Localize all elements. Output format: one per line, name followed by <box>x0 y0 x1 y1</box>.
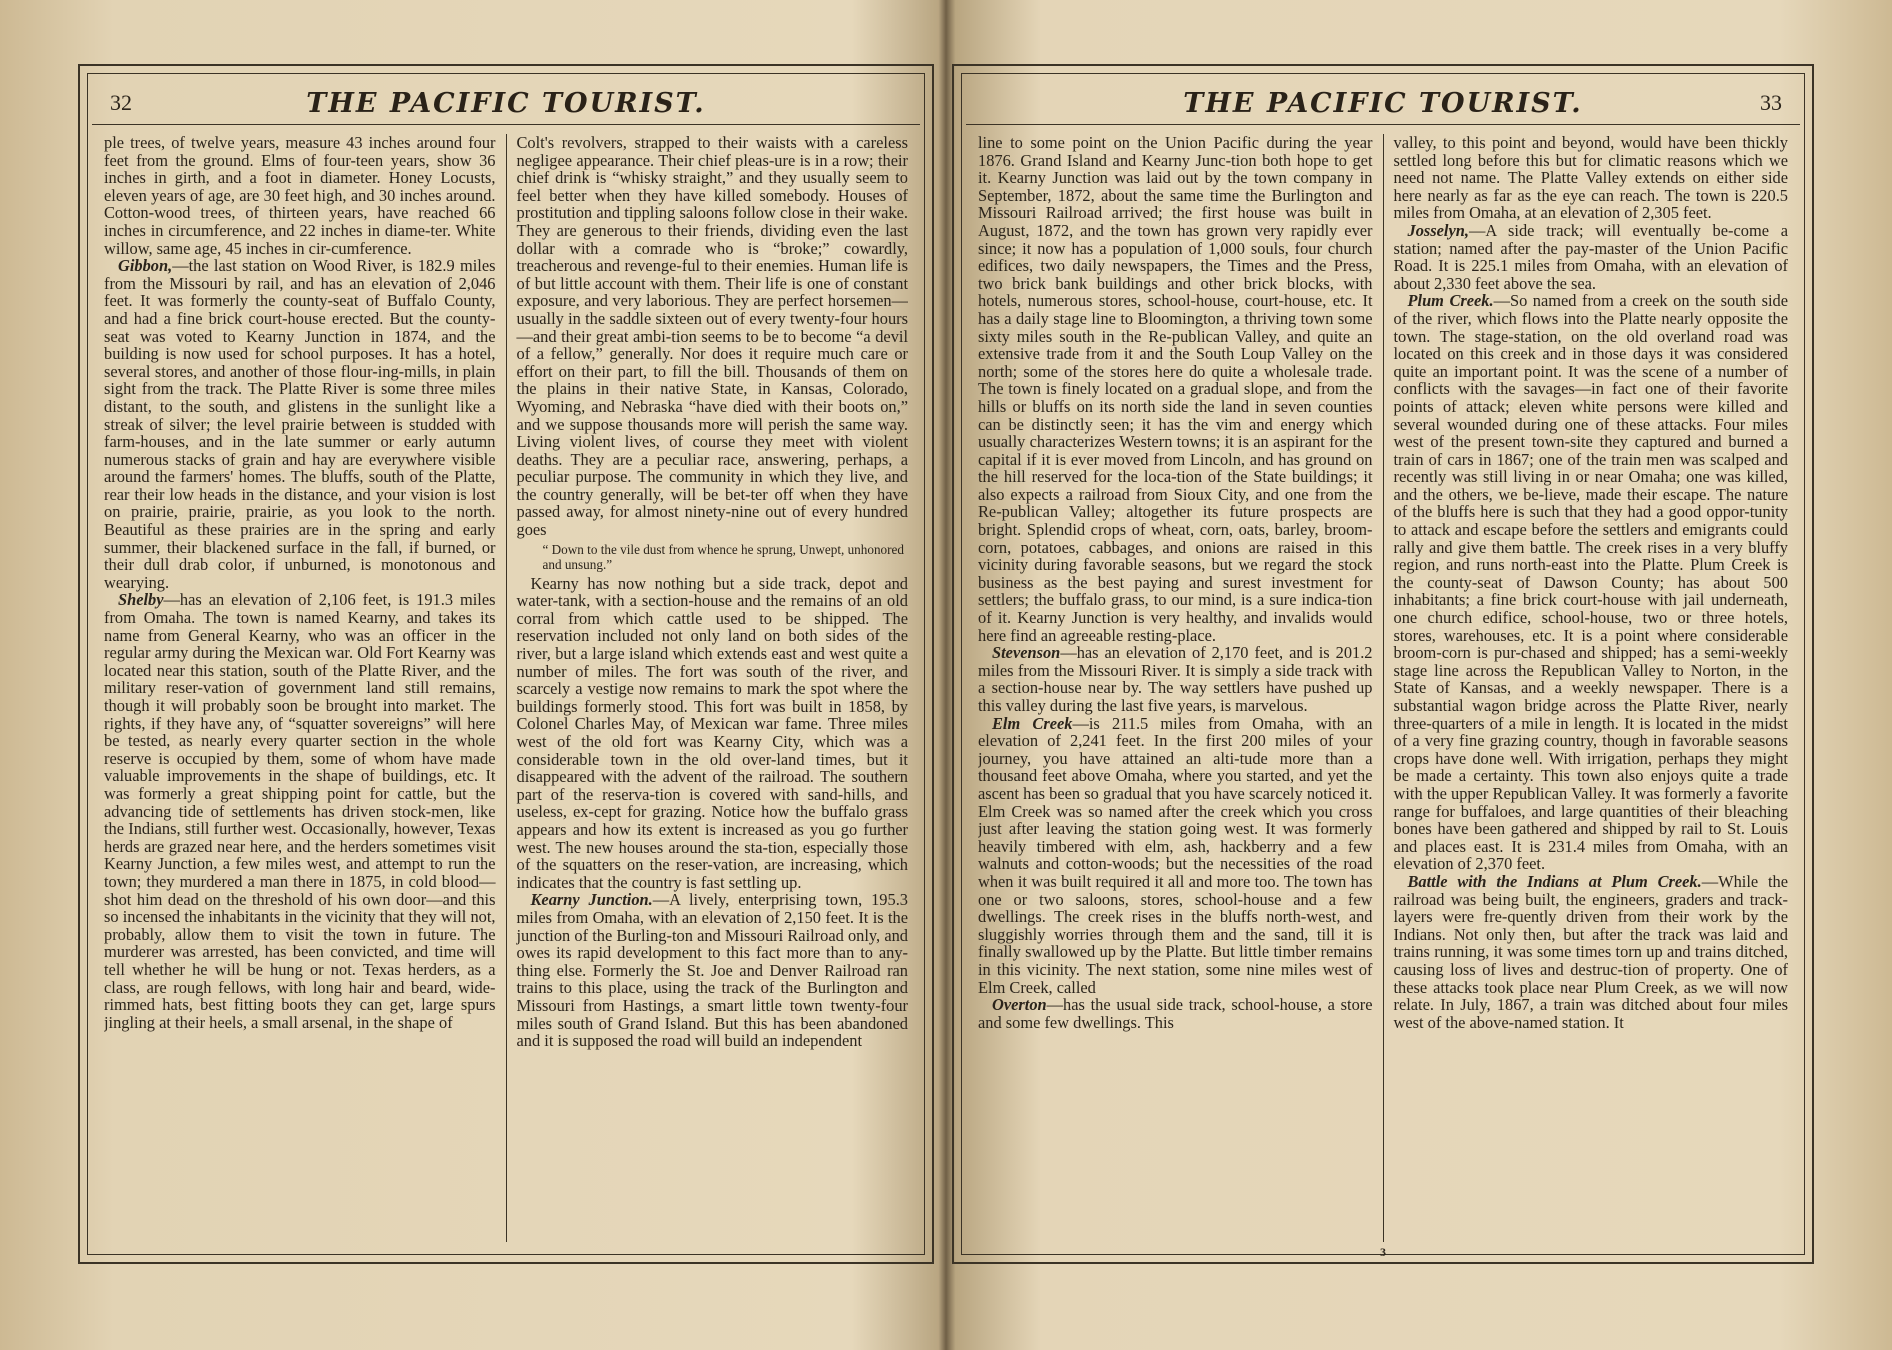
station-name: Plum Creek. <box>1407 291 1494 311</box>
station-name: Battle with the Indians at Plum Creek. <box>1407 871 1702 891</box>
running-title: THE PACIFIC TOURIST. <box>1183 88 1583 119</box>
station-name: Elm Creek <box>992 713 1073 733</box>
running-title: THE PACIFIC TOURIST. <box>306 88 706 119</box>
text-columns <box>978 134 1788 1242</box>
paragraph-text: —has an elevation of 2,170 feet, and is 201.2 miles from the Missouri River. It is simply a side track with a section-house near by. The way settlers have pushed up this valley during the last five years, is marvelous. <box>978 643 1373 715</box>
column-right <box>506 134 909 1242</box>
paragraph-text: —A lively, enterprising town, 195.3 miles from Omaha, with an elevation of 2,150 feet. It is the junction of the Burling-ton and Missouri Railroad only, and owes its rapid development to this fact more than to any-thing else. Formerly the St. Joe and Denver Railroad ran trains to this place, using the track of the Burlington and Missouri from Hastings, a smart little town twenty-four miles south of Grand Island. But this has been abandoned and it is supposed the road will build an independent <box>516 890 908 1051</box>
paragraph-text: —has an elevation of 2,106 feet, is 191.3 miles from Omaha. The town is named Kearny, and takes its name from General Kearny, who was an officer in the regular army during the Mexican war. Old Fort Kearny was located near this station, south of the Platte River, and the military reser-vation of government land still remains, though it will probably soon be brought into market. The rights, if they have any, of “squatter sovereigns” will here be tested, as nearly every quarter section in the whole reserve is occupied by them, some of whom have made valuable improvements in the shape of buildings, etc. It was formerly a great shipping point for cattle, but the advancing tide of settlements has driven stock-men, like the Indians, still further west. Occasionally, however, Texas herds are grazed near here, and the herders sometimes visit Kearny Junction, a few miles west, and attempt to run the town; they murdered a man there in 1875, in cold blood—shot him dead on the threshold of his own door—and this so incensed the inhabitants in the vicinity that they will not, probably, allow them to visit the town in future. The murderer was arrested, has been convicted, and time will tell whether he will be hung or not. Texas herders, as a class, are rough fellows, with long hair and beard, wide-rimmed hats, best fitting boots they can get, large spurs jingling at their heels, a small arsenal, in the shape of <box>104 590 496 1032</box>
right-page <box>952 64 1814 1264</box>
page-number: 32 <box>110 90 132 115</box>
page-header <box>92 84 920 125</box>
paragraph <box>978 644 1373 714</box>
paragraph-text: —While the railroad was being built, the engineers, graders and track-layers were fre-quently driven from their work by the Indians. Not only then, but after the track was laid and trains running, it was some times torn up and trains ditched, causing loss of lives and destruc-tion of property. One of these attacks took place near Plum Creek, as we will now relate. In July, 1867, a train was ditched about four miles west of the above-named station. It <box>1393 871 1788 1032</box>
paragraph-text: —the last station on Wood River, is 182.9 miles from the Missouri by rail, and has an elevation of 2,046 feet. It was formerly the county-seat of Buffalo County, and had a fine brick court-house erected. But the county-seat was voted to Kearny Junction in 1874, and the building is now used for school purposes. It has a hotel, several stores, and another of those flour-ing-mills, in plain sight from the track. The Platte River is some three miles distant, to the south, and glistens in the sunlight like a streak of silver; the level prairie between is studded with farm-houses, and in the late summer or early autumn numerous stacks of grain and hay are everywhere visible around the farmers' homes. The bluffs, south of the Platte, rear their low heads in the distance, and your vision is lost on prairie, prairie, prairie, as you look to the north. Beautiful as these prairies are in the spring and early summer, their blackened surface in the fall, if burned, or their dull drab color, if unburned, is monotonous and wearying. <box>104 256 496 592</box>
paragraph-text: —has the usual side track, school-house, a store and some few dwellings. This <box>978 995 1373 1032</box>
paragraph-text: valley, to this point and beyond, would have been thickly settled long before this but for climatic reasons which we need not name. The Platte Valley extends on either side here nearly as far as the eye can reach. The town is 220.5 miles from Omaha, at an elevation of 2,305 feet. <box>1393 134 1788 223</box>
paragraph <box>1394 292 1789 873</box>
station-name: Kearny Junction. <box>530 890 653 910</box>
page-header <box>966 84 1800 125</box>
station-name: Shelby <box>118 590 164 610</box>
page-number: 33 <box>1760 90 1782 115</box>
station-name: Gibbon, <box>118 256 173 276</box>
verse-quote: “ Down to the vile dust from whence he sprung, Unwept, unhonored and unsung.” <box>542 541 904 572</box>
column-left <box>978 134 1383 1242</box>
station-name: Josselyn, <box>1407 220 1469 240</box>
paragraph <box>517 134 909 539</box>
column-right <box>1383 134 1789 1242</box>
paragraph-text: ple trees, of twelve years, measure 43 inches around four feet from the ground. Elms of four-teen years, show 36 inches in girth, and a foot in diameter. Honey Locusts, eleven years of age, are 30 feet high, and 30 inches around. Cotton-wood trees, of thirteen years, have reached 66 inches in circumference, and 22 inches in diame-ter. White willow, same age, 45 inches in cir-cumference. <box>104 134 496 258</box>
paragraph-text: Colt's revolvers, strapped to their waists with a careless negligee appearance. Their chief pleas-ure is in a row; their chief drink is “whisky straight,” and they usually seem to feel better when they have killed somebody. Houses of prostitution and tippling saloons follow close in their wake. They are generous to their friends, dividing even the last dollar with a comrade who is “broke;” cowardly, treacherous and revenge-ful to their enemies. Human life is of but little account with them. Their life is one of constant exposure, and very laborious. They are perfect horsemen—usually in the saddle sixteen out of every twenty-four hours—and their great ambi-tion seems to be to become “a devil of a fellow,” generally. Nor does it require much care or effort on their part, to fill the bill. Thousands of them on the plains in their native State, in Kansas, Colorado, Wyoming, and Nebraska “have died with their boots on,” and we suppose thousands more will perish the same way. Living violent lives, of course they meet with violent deaths. They are a peculiar race, answering, perhaps, a peculiar purpose. The community in which they live, and the country generally, will be bet-ter off when they have passed away, for almost ninety-nine out of every hundred goes <box>516 134 908 540</box>
paragraph <box>978 715 1373 997</box>
paragraph <box>104 591 496 1031</box>
paragraph-text: Kearny has now nothing but a side track, depot and water-tank, with a section-house and the remains of an old corral from which cattle used to be shipped. The reservation included not only land on both sides of the river, but a large island which extends east and west quite a number of miles. The fort was south of the river, and scarcely a vestige now remains to mark the spot where the buildings formerly stood. This fort was built in 1858, by Colonel Charles May, of Mexican war fame. Three miles west of the old fort was Kearny City, which was a considerable town in the old over-land times, but it disappeared with the advent of the railroad. The southern part of the reserva-tion is covered with sand-hills, and useless, ex-cept for grazing. Notice how the buffalo grass appears and how its extent is increased as you go further west. The new houses around the sta-tion, especially those of the squatters on the reser-vation, are increasing, which indicates that the country is fast settling up. <box>516 573 908 892</box>
paragraph-text: —A side track; will eventually be-come a station; named after the pay-master of the Union Pacific Road. It is 225.1 miles from Omaha, with an elevation of about 2,330 feet above the sea. <box>1393 220 1788 293</box>
paragraph <box>978 134 1373 644</box>
column-left <box>104 134 506 1242</box>
paragraph <box>1394 873 1789 1031</box>
paragraph <box>978 996 1373 1031</box>
paragraph <box>104 134 496 257</box>
paragraph-text: —So named from a creek on the south side of the river, which flows into the Platte nearly opposite the town. The stage-station, on the old overland road was located on this creek and in those days it was considered quite an important point. It was the scene of a number of conflicts with the savages—in fact one of their favorite points of attack; eleven white persons were killed and several wounded during one of these attacks. Four miles west of the present town-site they captured and burned a train of cars in 1867; one of the train men was scalped and recently was still living in or near Omaha; one was killed, and the others, we be-lieve, made their escape. The nature of the bluffs here is such that they had a good oppor-tunity to attack and escape before the settlers and emigrants could rally and give them battle. The creek rises in a very bluffy region, and runs north-east into the Platte. Plum Creek is the county-seat of Dawson County; has about 500 inhabitants; a fine brick court-house with jail underneath, one church edifice, school-house, two or three hotels, stores, warehouses, etc. It is a point where considerable broom-corn is pur-chased and shipped; has a semi-weekly stage line across the Republican Valley to Norton, in the State of Kansas, and a weekly newspaper. There is a substantial wagon bridge across the Platte River, nearly three-quarters of a mile in length. It is located in the midst of a very fine grazing country, though in favorable seasons crops have done well. With irrigation, perhaps they might be made a certainty. This town also enjoys quite a trade with the upper Republican Valley. It was formerly a favorite range for buffaloes, and large quantities of their bleaching bones have been gathered and shipped by rail to St. Louis and places east. It is 231.4 miles from Omaha, with an elevation of 2,370 feet. <box>1393 291 1788 874</box>
paragraph-text: —is 211.5 miles from Omaha, with an elevation of 2,241 feet. In the first 200 miles of your journey, you have attained an alti-tude more than a thousand feet above Omaha, where you started, and yet the ascent has been so gradual that you have scarcely noticed it. Elm Creek was so named after the creek which you cross just after leaving the station going west. It was formerly heavily timbered with elm, ash, hackberry and a few walnuts and cotton-woods; but the necessities of the road when it was built required it all and more too. The town has one or two saloons, stores, school-house and a few dwellings. The creek rises in the bluffs north-west, and sluggishly worries through them and the sand, till it is finally swallowed up by the Platte. But little timber remains in this vicinity. The next station, some nine miles west of Elm Creek, called <box>978 713 1373 997</box>
paragraph <box>517 891 909 1049</box>
station-name: Overton <box>992 995 1047 1015</box>
paragraph <box>104 257 496 591</box>
left-page <box>78 64 934 1264</box>
text-columns <box>104 134 908 1242</box>
paragraph <box>1394 222 1789 292</box>
paragraph-text: line to some point on the Union Pacific during the year 1876. Grand Island and Kearny Junc-tion both hope to get it. Kearny Junction was laid out by the town company in September, 1872, about the same time the Burlington and Missouri Railroad arrived; the first house was built in August, 1872, and the town has grown very rapidly ever since; it now has a population of 1,000 souls, four church edifices, two daily newspapers, the Times and the Press, two brick bank buildings and other brick blocks, with hotels, numerous stores, school-house, court-house, etc. It has a daily stage line to Bloomington, a thriving town some sixty miles south in the Re-publican Valley, and quite an extensive trade from it and the South Loup Valley on the north; some of the stores here do quite a wholesale trade. The town is finely located on a gradual slope, and from the hills or bluffs on its north side the land in seven counties can be distinctly seen; it has the vim and energy which usually characterizes Western towns; it is an aspirant for the capital if it is ever moved from Lincoln, and has ground on the hill reserved for the loca-tion of the State buildings; it also expects a railroad from Sioux City, and one from the Re-publican Valley; altogether its future prospects are bright. Splendid crops of wheat, corn, oats, barley, broom-corn, potatoes, cabbages, and onions are raised in this vicinity during favorable seasons, but we regard the stock business as the best paying and surest investment for settlers; the buffalo grass, to our mind, is a sure indica-tion of it. Kearny Junction is very healthy, and invalids would here find an agreeable resting-place. <box>978 134 1373 645</box>
paragraph <box>517 575 909 892</box>
signature-mark: 3 <box>1380 1245 1386 1259</box>
station-name: Stevenson <box>992 643 1061 663</box>
paragraph <box>1394 134 1789 222</box>
